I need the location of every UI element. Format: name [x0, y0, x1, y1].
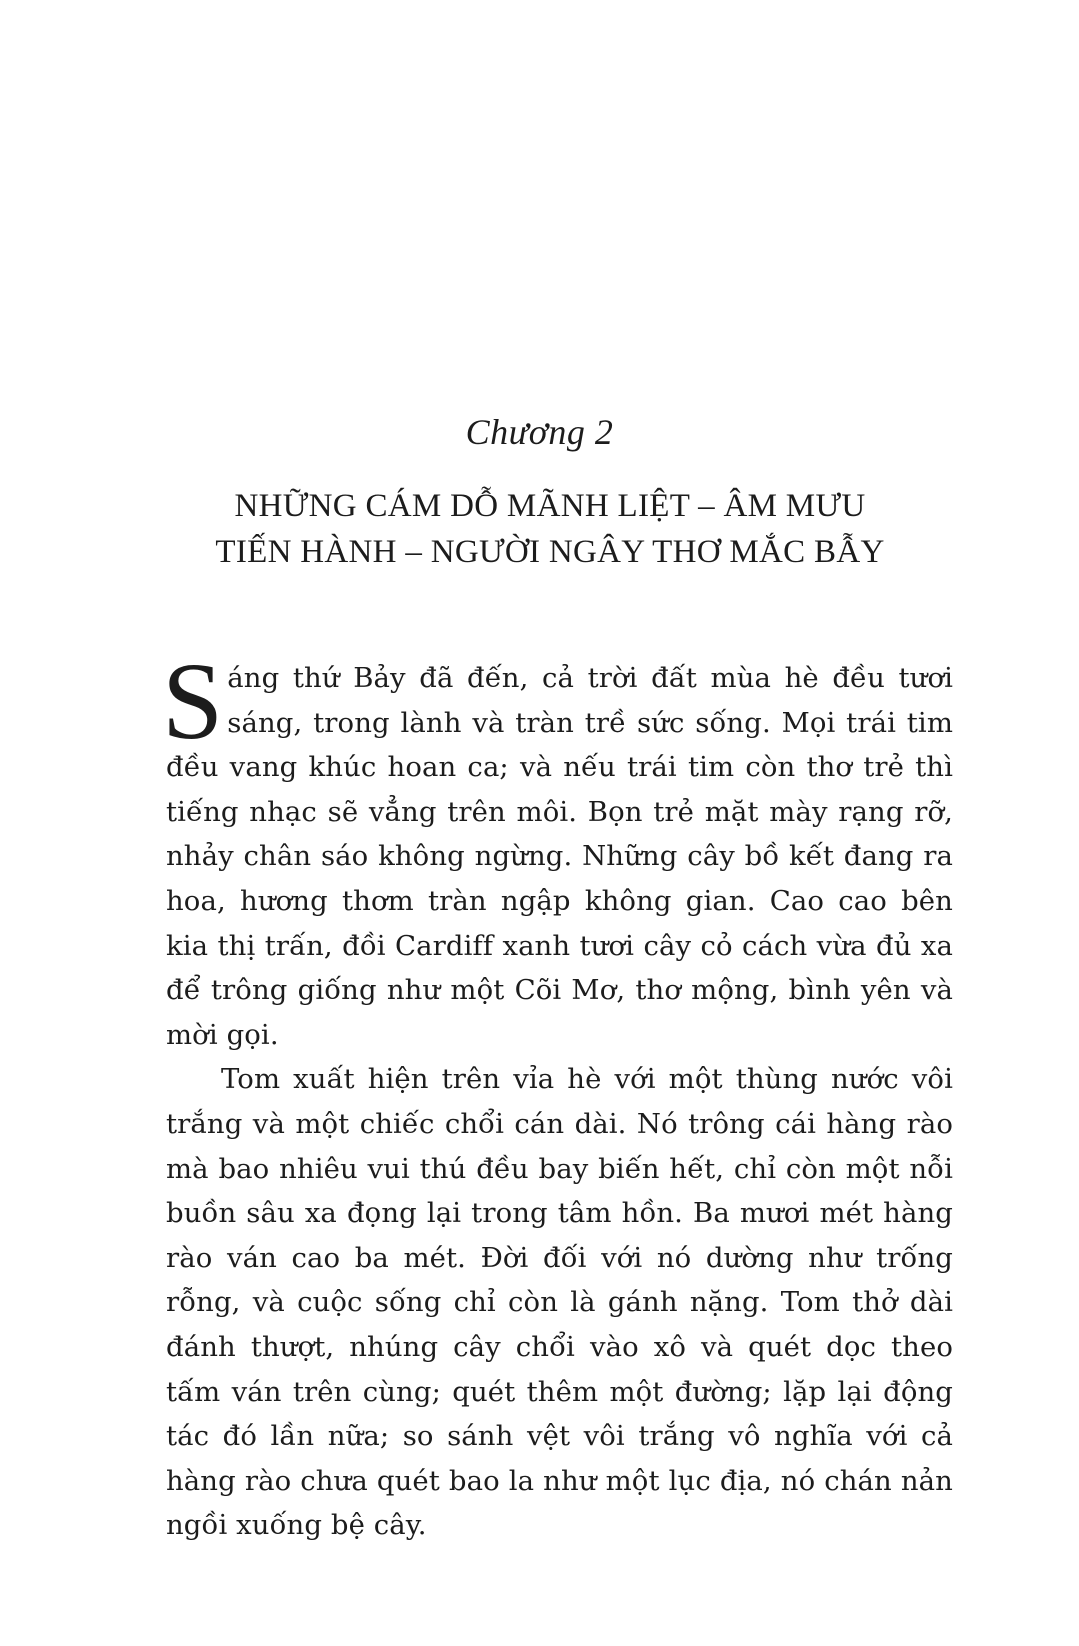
paragraph-2-text: Tom xuất hiện trên vỉa hè với một thùng nước vôi trắng và một chiếc chổi cán dài. Nó trông cái hàng rào mà bao nhiêu vui thú đều bay biến hết, chỉ còn một nỗi buồn sâu xa đọng lại trong tâm hồn. Ba mươi mét hàng rào ván cao ba mét. Đời đối với nó dường như trống rỗng, và cuộc sống chỉ còn là gánh nặng. Tom thở dài đánh thượt, nhúng cây chổi vào xô và quét dọc theo tấm ván trên cùng; quét thêm một đường; lặp lại động tác đó lần nữa; so sánh vệt vôi trắng vô nghĩa với cả hàng rào chưa quét bao la như một lục địa, nó chán nản ngồi xuống bệ cây. [166, 1063, 953, 1542]
body-text [162, 640, 953, 1548]
chapter-label: Chương 2 [465, 412, 614, 452]
paragraph-1 [162, 640, 953, 1057]
drop-cap: S [162, 640, 224, 762]
paragraph-1-text: áng thứ Bảy đã đến, cả trời đất mùa hè đều tươi sáng, trong lành và tràn trề sức sống. Mọi trái tim đều vang khúc hoan ca; và nếu trái tim còn thơ trẻ thì tiếng nhạc sẽ vẳng trên môi. Bọn trẻ mặt mày rạng rỡ, nhảy chân sáo không ngừng. Những cây bồ kết đang ra hoa, hương thơm tràn ngập không gian. Cao cao bên kia thị trấn, đồi Cardiff xanh tươi cây cỏ cách vừa đủ xa để trông giống như một Cõi Mơ, thơ mộng, bình yên và mời gọi. [166, 662, 953, 1051]
chapter-title [150, 483, 950, 575]
paragraph-2 [166, 1057, 953, 1548]
chapter-title-line-1: NHỮNG CÁM DỖ MÃNH LIỆT – ÂM MƯU [234, 488, 866, 524]
chapter-title-line-2: TIẾN HÀNH – NGƯỜI NGÂY THƠ MẮC BẪY [215, 534, 885, 570]
